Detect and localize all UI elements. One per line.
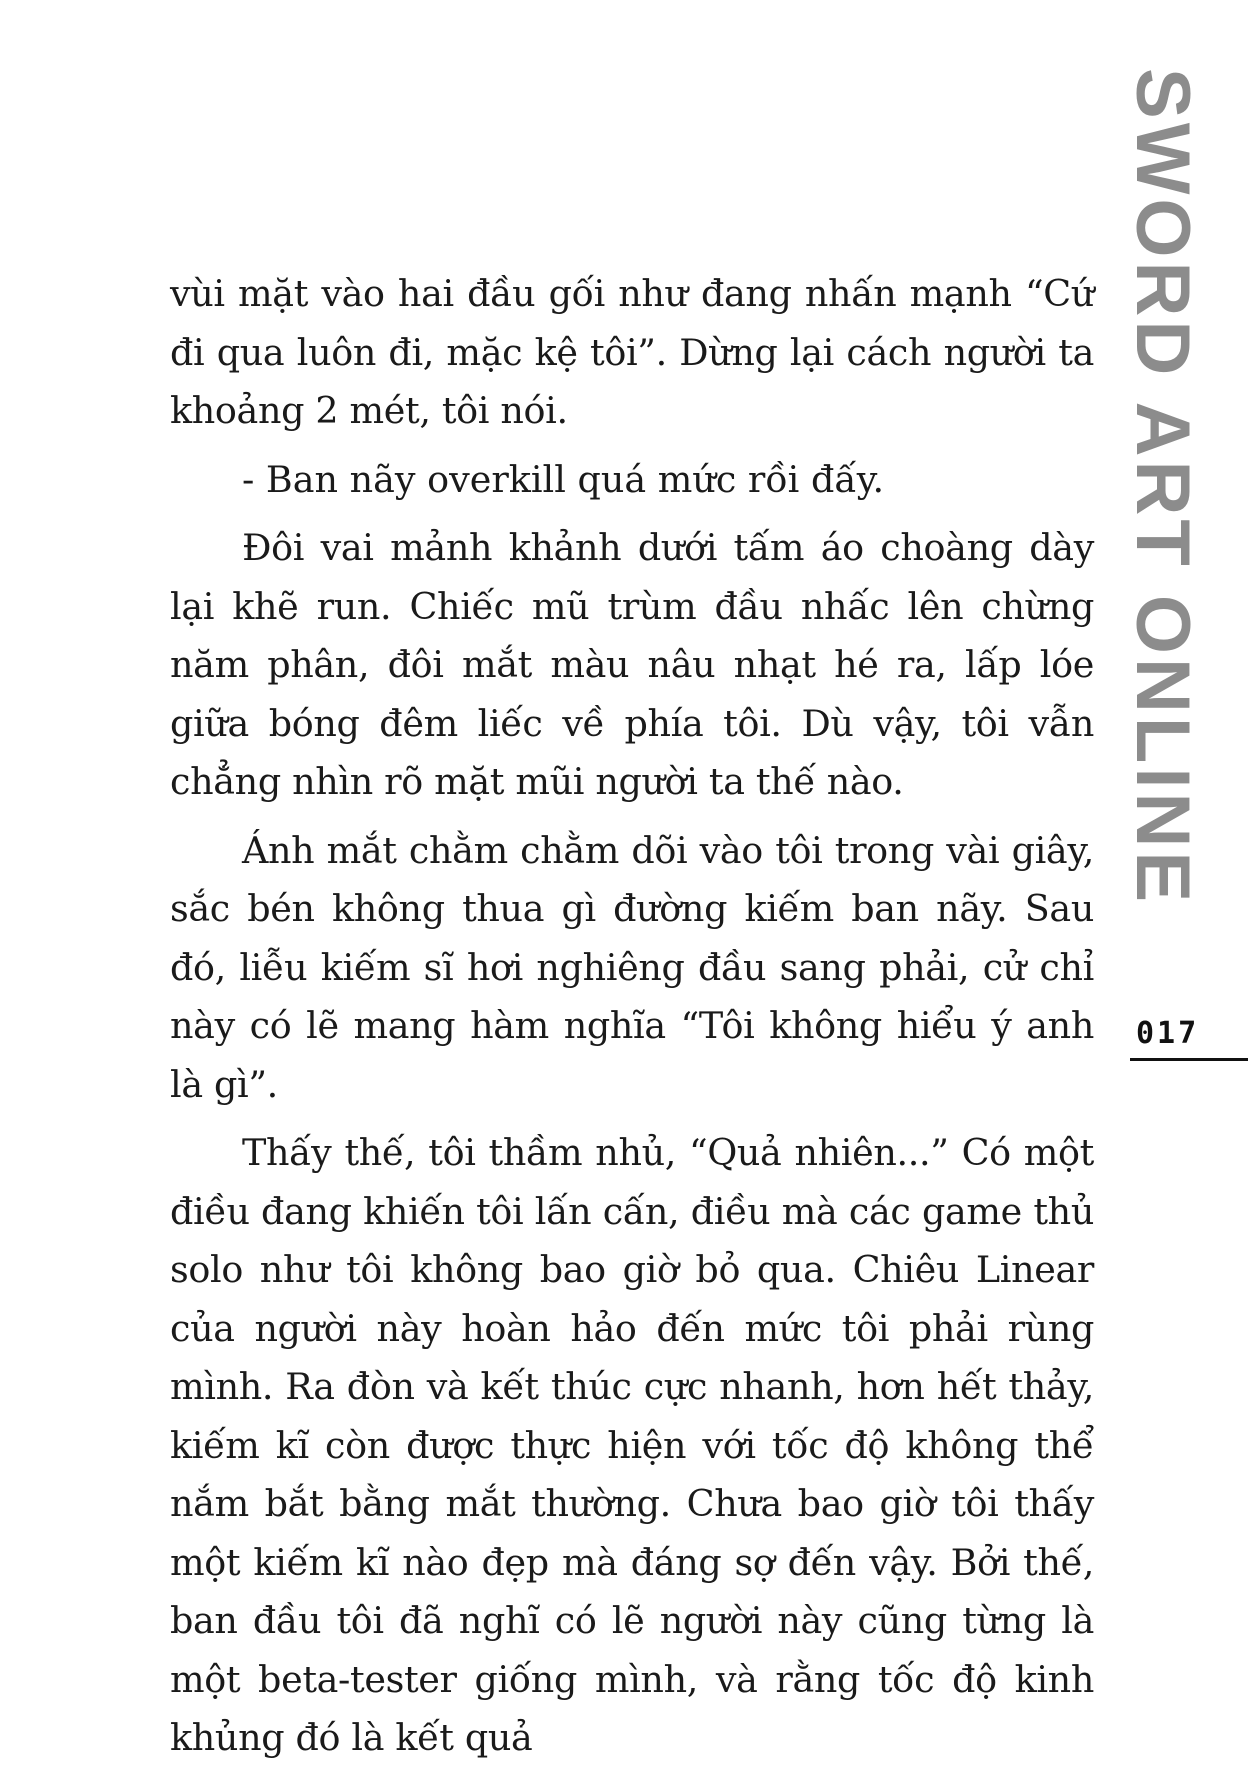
page-body-text [170, 265, 1094, 1778]
paragraph: Ánh mắt chằm chằm dõi vào tôi trong vài giây, sắc bén không thua gì đường kiếm ban nãy. Sau đó, liễu kiếm sĩ hơi nghiêng đầu sang phải, cử chỉ này có lẽ mang hàm nghĩa “Tôi không hiểu ý anh là gì”. [170, 828, 1094, 1106]
paragraph: Đôi vai mảnh khảnh dưới tấm áo choàng dày lại khẽ run. Chiếc mũ trùm đầu nhấc lên chừng năm phân, đôi mắt màu nâu nhạt hé ra, lấp lóe giữa bóng đêm liếc về phía tôi. Dù vậy, tôi vẫn chẳng nhìn rõ mặt mũi người ta thế nào. [170, 526, 1094, 803]
paragraph: Thấy thế, tôi thầm nhủ, “Quả nhiên...” Có một điều đang khiến tôi lấn cấn, điều mà các game thủ solo như tôi không bao giờ bỏ qua. Chiêu Linear của người này hoàn hảo đến mức tôi phải rùng mình. Ra đòn và kết thúc cực nhanh, hơn hết thảy, kiếm kĩ còn được thực hiện với tốc độ không thể nắm bắt bằng mắt thường. Chưa bao giờ tôi thấy một kiếm kĩ nào đẹp mà đáng sợ đến vậy. Bởi thế, ban đầu tôi đã nghĩ có lẽ người này cũng từng là một beta-tester giống mình, và rằng tốc độ kinh khủng đó là kết quả [170, 1131, 1094, 1759]
side-title-text: SWORD ART ONLINE [1120, 68, 1205, 907]
dialogue-line: - Ban nãy overkill quá mức rồi đấy. [242, 457, 885, 501]
page-number: 017 [1136, 1016, 1200, 1051]
page-number-rule [1130, 1058, 1248, 1061]
book-series-title [1112, 68, 1212, 988]
paragraph: vùi mặt vào hai đầu gối như đang nhấn mạnh “Cứ đi qua luôn đi, mặc kệ tôi”. Dừng lại cách người ta khoảng 2 mét, tôi nói. [170, 272, 1094, 432]
